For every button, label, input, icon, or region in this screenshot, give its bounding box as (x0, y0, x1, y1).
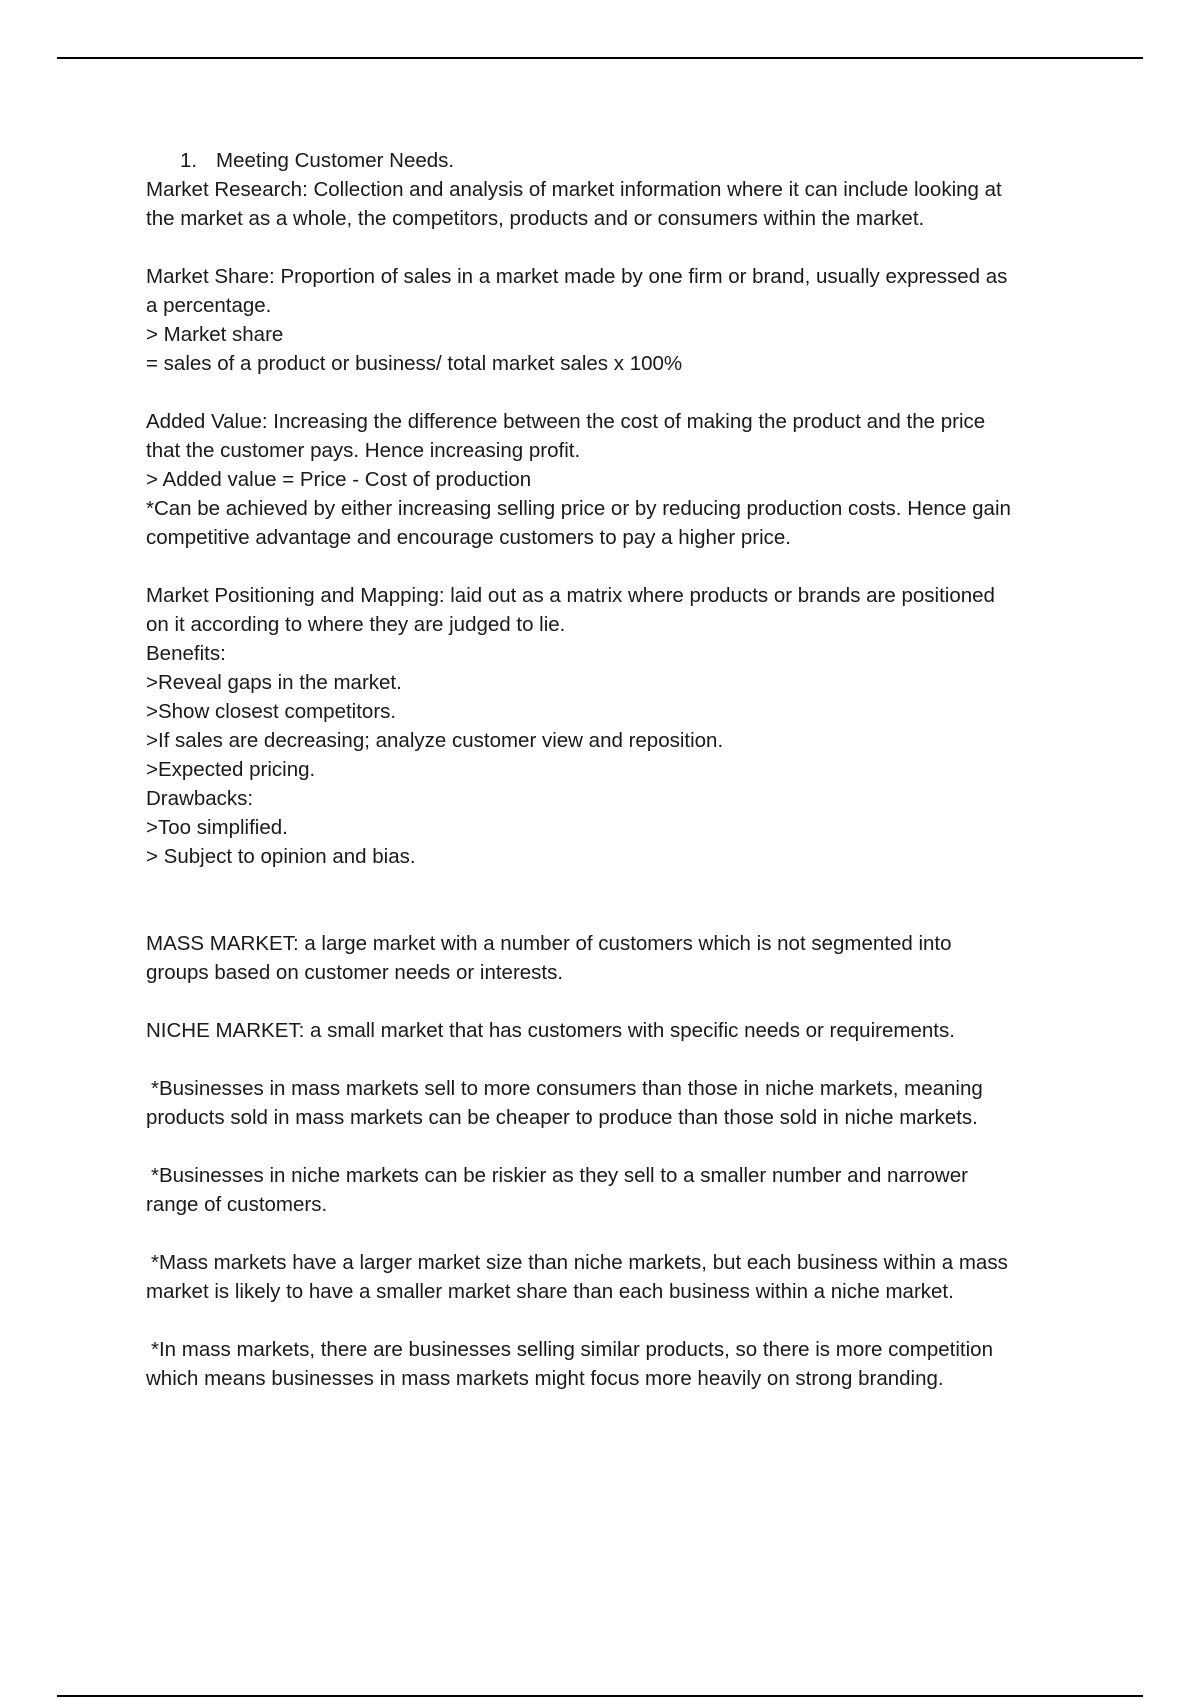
mass-market-paragraph (146, 929, 1086, 987)
text-line: *In mass markets, there are businesses selling similar products, so there is more competition (151, 1338, 993, 1361)
note-paragraph (146, 1161, 1086, 1219)
text-line: products sold in mass markets can be cheaper to produce than those sold in niche markets. (146, 1106, 978, 1129)
text-line: Market Positioning and Mapping: laid out as a matrix where products or brands are positioned (146, 584, 995, 607)
text-line: Added Value: Increasing the difference between the cost of making the product and the price (146, 410, 986, 433)
text-line: > Market share (146, 323, 284, 346)
text-line: *Can be achieved by either increasing selling price or by reducing production costs. Hence gain (146, 497, 1011, 520)
section-heading (146, 146, 1086, 175)
list-item: >Expected pricing. (146, 758, 316, 781)
note-paragraph (146, 1248, 1086, 1306)
list-item: >If sales are decreasing; analyze customer view and reposition. (146, 729, 724, 752)
note-paragraph (146, 1074, 1086, 1132)
text-line: competitive advantage and encourage customers to pay a higher price. (146, 526, 791, 549)
list-item: >Reveal gaps in the market. (146, 671, 402, 694)
text-line: Market Research: Collection and analysis of market information where it can include looking at (146, 178, 1002, 201)
added-value-paragraph (146, 407, 1086, 552)
market-research-paragraph (146, 175, 1086, 233)
text-line: *Businesses in mass markets sell to more consumers than those in niche markets, meaning (151, 1077, 983, 1100)
niche-market-paragraph (146, 1016, 1086, 1045)
text-line: groups based on customer needs or interests. (146, 961, 564, 984)
list-item: >Too simplified. (146, 816, 288, 839)
text-line: Market Share: Proportion of sales in a market made by one firm or brand, usually expressed as (146, 265, 1008, 288)
text-line: on it according to where they are judged to lie. (146, 613, 566, 636)
list-item: >Show closest competitors. (146, 700, 397, 723)
note-paragraph (146, 1335, 1086, 1393)
formula-line: > Added value = Price - Cost of production (146, 468, 532, 491)
heading-number: 1. (180, 149, 198, 172)
text-line: NICHE MARKET: a small market that has customers with specific needs or requirements. (146, 1019, 955, 1042)
text-line: which means businesses in mass markets might focus more heavily on strong branding. (146, 1367, 944, 1390)
text-line: market is likely to have a smaller market share than each business within a niche market. (146, 1280, 954, 1303)
text-line: *Businesses in niche markets can be riskier as they sell to a smaller number and narrower (151, 1164, 968, 1187)
text-line: MASS MARKET: a large market with a number of customers which is not segmented into (146, 932, 952, 955)
formula-line: = sales of a product or business/ total market sales x 100% (146, 352, 683, 375)
text-line: that the customer pays. Hence increasing profit. (146, 439, 581, 462)
text-line: the market as a whole, the competitors, products and or consumers within the market. (146, 207, 925, 230)
text-line: range of customers. (146, 1193, 328, 1216)
top-divider (57, 57, 1143, 59)
list-item: > Subject to opinion and bias. (146, 845, 416, 868)
positioning-paragraph (146, 581, 1086, 871)
document-body (146, 146, 1086, 1393)
text-line: a percentage. (146, 294, 272, 317)
drawbacks-label: Drawbacks: (146, 787, 254, 810)
bottom-divider (57, 1695, 1143, 1697)
benefits-label: Benefits: (146, 642, 226, 665)
market-share-paragraph (146, 262, 1086, 378)
heading-text: Meeting Customer Needs. (216, 149, 455, 172)
text-line: *Mass markets have a larger market size than niche markets, but each business within a mass (151, 1251, 1008, 1274)
